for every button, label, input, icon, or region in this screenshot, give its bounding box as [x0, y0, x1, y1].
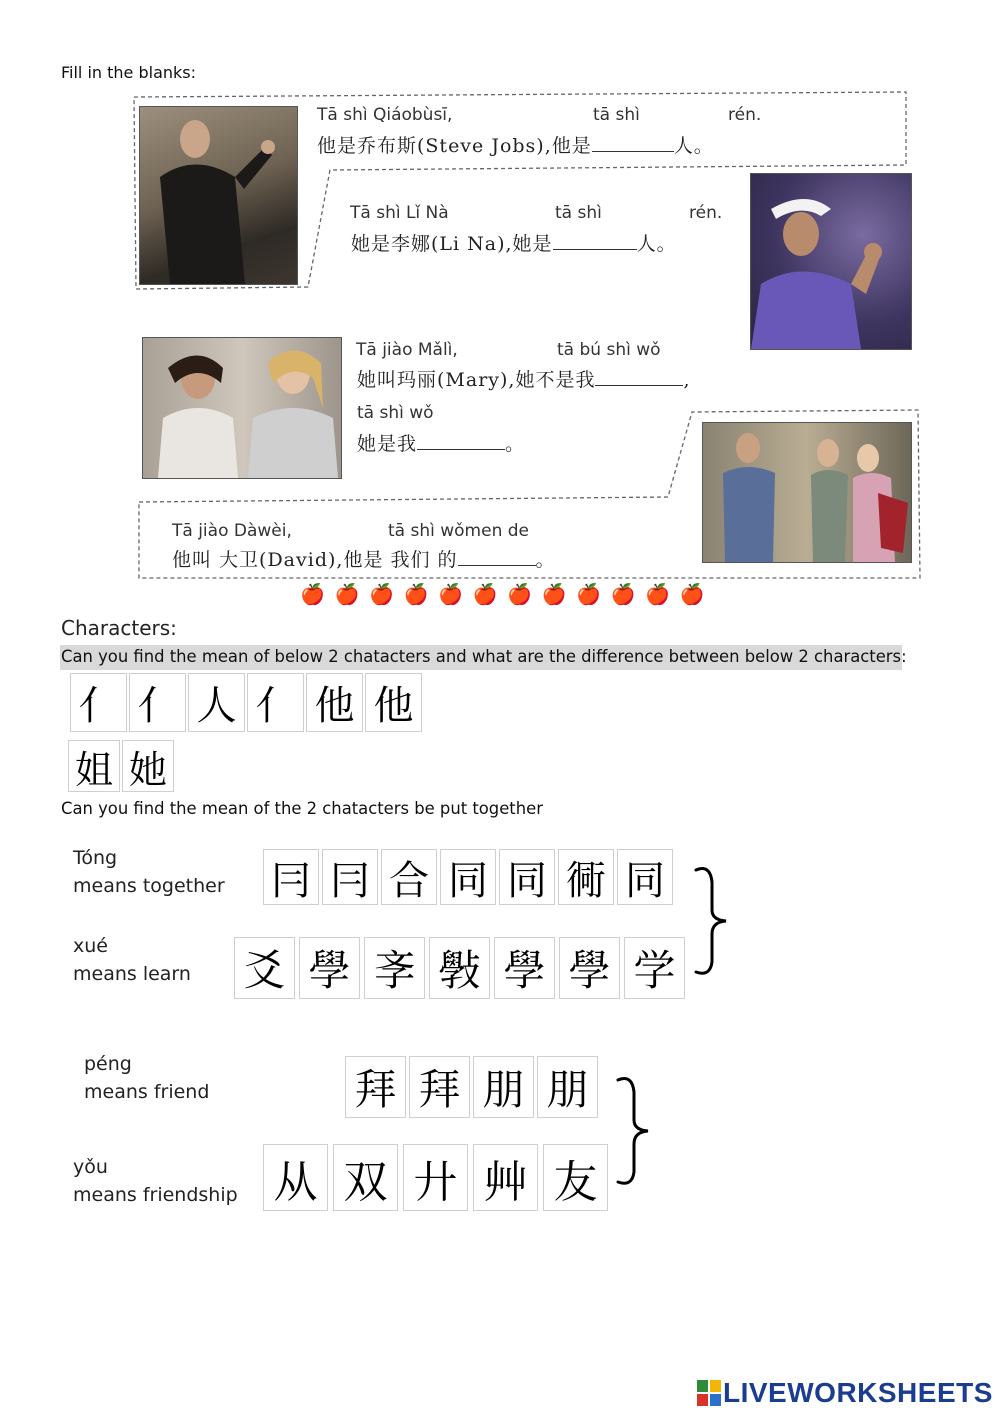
tong-pinyin: Tóng	[73, 847, 118, 869]
s4-pinyin-a: Tā jiào Dàwèi,	[172, 521, 292, 541]
apple-icon: 🍎	[438, 582, 463, 606]
tong-char-box: 冃	[263, 849, 319, 905]
s2-pinyin-b: tā shì	[555, 203, 602, 223]
photo-david	[702, 422, 912, 563]
xue-char-box: 學	[299, 937, 360, 999]
peng-meaning: means friend	[84, 1081, 210, 1103]
apple-icon: 🍎	[403, 582, 429, 606]
photo-mary	[142, 337, 342, 479]
peng-char-box: 朋	[473, 1056, 534, 1118]
peng-char-box: 拜	[409, 1056, 470, 1118]
you-char-box: 友	[543, 1144, 608, 1211]
ta-char-box: 他	[306, 673, 363, 732]
peng-label	[84, 1050, 209, 1106]
photo-steve-jobs	[139, 106, 298, 285]
s3-chinese-d: 。	[505, 433, 526, 455]
xue-char-box: 学	[624, 937, 685, 999]
s3-chinese-c: 她是我	[357, 433, 418, 455]
peng-pinyin: péng	[84, 1053, 132, 1075]
apple-icon: 🍎	[369, 582, 394, 606]
peng-char-box: 拜	[345, 1056, 406, 1118]
apple-icon: 🍎	[334, 582, 360, 606]
ta-char-box: 他	[365, 673, 422, 732]
s2-pinyin-a: Tā shì Lǐ Nà	[350, 203, 449, 223]
tong-label	[73, 844, 225, 900]
logo-suffix: WORKSHEETS	[787, 1377, 993, 1408]
ta-char-box: 亻	[70, 673, 127, 732]
instruction: Fill in the blanks:	[61, 63, 197, 82]
apple-icon: 🍎	[300, 582, 325, 606]
s1-chinese-a: 他是乔布斯(Steve Jobs),他是	[317, 135, 592, 157]
s3-blank-1[interactable]	[595, 384, 683, 386]
xue-label	[73, 932, 191, 988]
s2-chinese	[351, 229, 677, 256]
you-char-box: 艸	[473, 1144, 538, 1211]
tong-meaning: means together	[73, 875, 225, 897]
s1-pinyin-c: rén.	[728, 105, 762, 125]
xue-meaning: means learn	[73, 963, 191, 985]
peng-char-box: 朋	[537, 1056, 598, 1118]
s2-blank[interactable]	[553, 248, 637, 250]
apple-icon: 🍎	[645, 582, 670, 606]
she-char-box: 她	[122, 740, 174, 792]
s1-chinese-b: 人。	[673, 135, 714, 157]
s4-chinese-b: 。	[535, 549, 556, 571]
s4-blank[interactable]	[458, 564, 536, 566]
s3-pinyin-b: tā bú shì wǒ	[557, 340, 661, 360]
xue-char-box: 斈	[364, 937, 425, 999]
s3-pinyin-d: tā shì wǒ	[357, 403, 434, 423]
s1-pinyin-b: tā shì	[593, 105, 640, 125]
tong-char-box: 衕	[558, 849, 614, 905]
s1-chinese	[317, 131, 714, 158]
tong-char-box: 合	[381, 849, 437, 905]
question2: Can you find the mean of the 2 chatacters be put together	[61, 799, 543, 818]
s3-blank-2[interactable]	[417, 448, 505, 450]
tong-char-box: 同	[440, 849, 496, 905]
apple-icon: 🍎	[576, 582, 601, 606]
liveworksheets-logo[interactable]	[697, 1377, 993, 1409]
xue-char-box: 學	[559, 937, 620, 999]
ta-char-box: 亻	[247, 673, 304, 732]
xue-char-box: 斅	[429, 937, 490, 999]
s4-chinese-a: 他叫 大卫(David),他是 我们 的	[172, 549, 458, 571]
question1: Can you find the mean of below 2 chatacters and what are the difference between below 2 characters:	[61, 647, 907, 666]
brace-icon	[614, 1072, 654, 1190]
s3-chinese-1	[357, 365, 691, 392]
s3-pinyin-a: Tā jiào Mǎlì,	[356, 340, 458, 360]
logo-prefix: LIVE	[723, 1377, 788, 1408]
apple-icon: 🍎	[541, 582, 567, 606]
ta-char-box: 亻	[129, 673, 186, 732]
tong-char-box: 冃	[322, 849, 378, 905]
s3-chinese-b: ,	[683, 369, 691, 391]
photo-li-na	[750, 173, 912, 350]
xue-char-box: 學	[494, 937, 555, 999]
tong-char-box: 同	[499, 849, 555, 905]
s3-chinese-a: 她叫玛丽(Mary),她不是我	[357, 369, 596, 391]
s2-chinese-a: 她是李娜(Li Na),她是	[351, 233, 553, 255]
s1-blank[interactable]	[592, 150, 674, 152]
tong-char-box: 同	[617, 849, 673, 905]
brace-icon	[692, 862, 732, 980]
characters-heading: Characters:	[61, 616, 177, 640]
s3-chinese-2	[357, 429, 525, 456]
you-pinyin: yǒu	[73, 1156, 108, 1178]
s4-pinyin-b: tā shì wǒmen de	[388, 521, 529, 541]
s2-chinese-b: 人。	[636, 233, 677, 255]
you-char-box: 廾	[403, 1144, 468, 1211]
apple-icon: 🍎	[610, 582, 636, 606]
s2-pinyin-c: rén.	[689, 203, 723, 223]
you-label	[73, 1153, 238, 1209]
you-char-box: 双	[333, 1144, 398, 1211]
logo-icon	[697, 1380, 721, 1406]
apple-icon: 🍎	[679, 582, 705, 606]
s1-pinyin-a: Tā shì Qiáobùsī,	[317, 105, 453, 125]
she-char-box: 姐	[68, 740, 120, 792]
s4-chinese	[172, 545, 556, 572]
you-char-box: 从	[263, 1144, 328, 1211]
you-meaning: means friendship	[73, 1184, 238, 1206]
apple-icon: 🍎	[507, 582, 532, 606]
xue-pinyin: xué	[73, 935, 108, 957]
apple-icon: 🍎	[472, 582, 498, 606]
xue-char-box: 爻	[234, 937, 295, 999]
ta-char-box: 人	[188, 673, 245, 732]
apple-row	[300, 580, 705, 610]
